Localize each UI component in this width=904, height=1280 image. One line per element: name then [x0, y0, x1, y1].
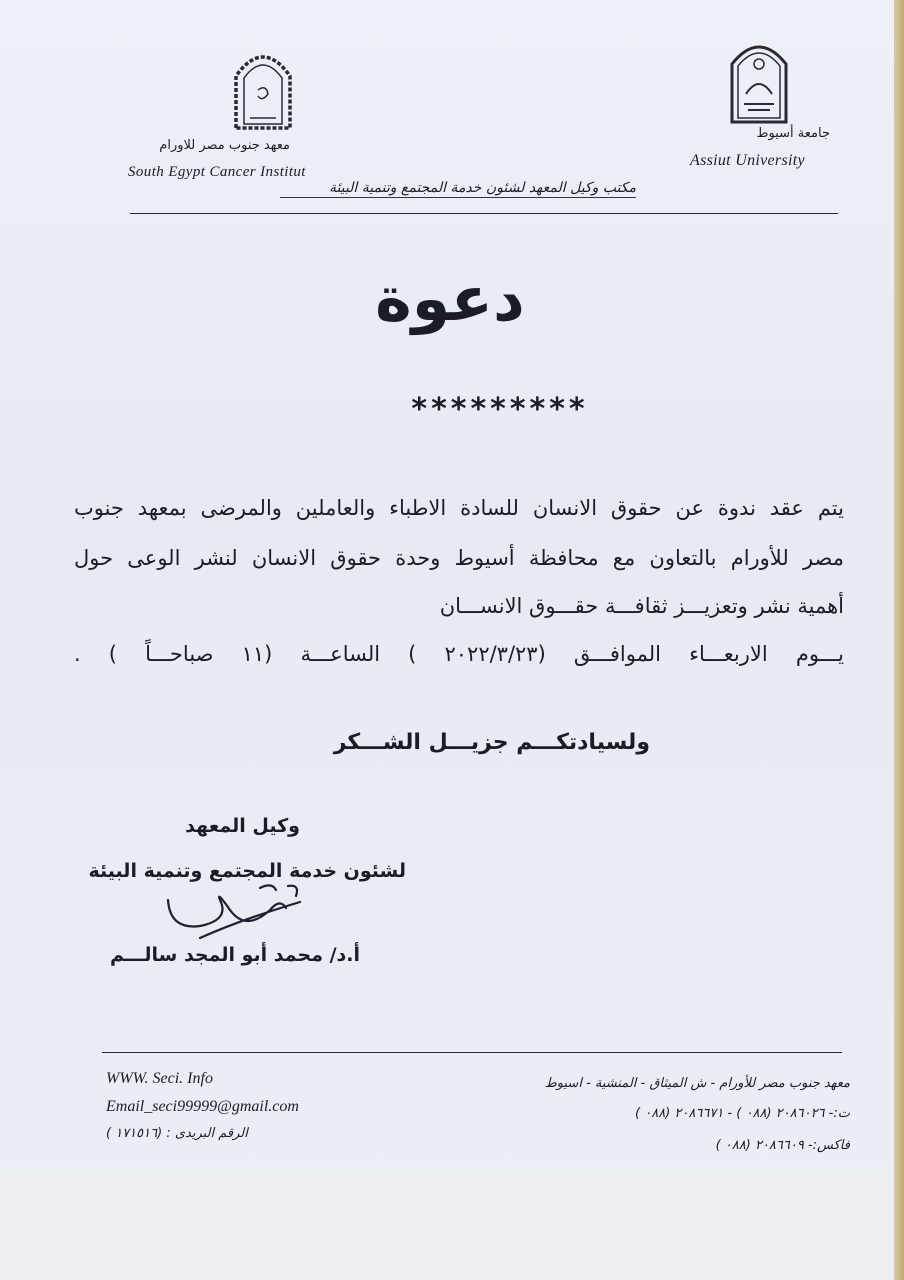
footer-fax: فاكس:- ٢٠٨٦٦٠٩ (٠٨٨ )	[715, 1138, 850, 1153]
signatory-department: لشئون خدمة المجتمع وتنمية البيئة	[88, 860, 406, 882]
university-name-arabic: جامعة أسيوط	[756, 126, 830, 141]
footer-email[interactable]: Email_seci99999@gmail.com	[106, 1098, 299, 1115]
body-line-1: يتم عقد ندوة عن حقوق الانسان للسادة الاطباء والعاملين والمرضى بمعهد جنوب	[74, 496, 844, 520]
body-line-3: أهمية نشر وتعزيـــز ثقافـــة حقـــوق الانســـان	[439, 594, 844, 618]
body-line-2: مصر للأورام بالتعاون مع محافظة أسيوط وحدة حقوق الانسان لنشر الوعى حول	[74, 546, 844, 570]
signatory-title: وكيل المعهد	[185, 815, 300, 837]
south-egypt-cancer-institute-arch-icon	[232, 44, 294, 130]
institute-name-arabic: معهد جنوب مصر للاورام	[159, 138, 290, 153]
handwritten-signature-icon	[160, 880, 310, 950]
header-divider	[130, 213, 838, 214]
institute-name-english: South Egypt Cancer Institut	[128, 164, 306, 180]
page-edge	[894, 0, 904, 1280]
footer-website[interactable]: WWW. Seci. Info	[106, 1070, 213, 1087]
footer-divider	[102, 1052, 842, 1053]
body-line-4: يـــوم الاربعـــاء الموافـــق (٢٠٢٢/٣/٢٣ ) الساعـــة (١١ صباحـــاً ) .	[74, 642, 844, 666]
office-title: مكتب وكيل المعهد لشئون خدمة المجتمع وتنمية البيئة	[280, 180, 636, 198]
signatory-name: أ.د/ محمد أبو المجد سالـــم	[110, 944, 360, 966]
thanks-line: ولسيادتكـــم جزيـــل الشـــكر	[333, 730, 650, 755]
stars-separator: *********	[411, 392, 589, 427]
university-name-english: Assiut University	[690, 152, 805, 169]
footer-address: معهد جنوب مصر للأورام - ش الميثاق - المنشية - اسيوط	[544, 1076, 850, 1091]
footer-telephone: ت:- ٢٠٨٦٠٢٦ (٠٨٨ ) - ٢٠٨٦٦٧١ (٠٨٨ )	[635, 1106, 850, 1121]
footer-po-box: الرقم البريدى : (١٧١٥١٦ )	[106, 1126, 248, 1141]
document-title: دعوة	[375, 262, 525, 335]
assiut-university-seal-icon	[726, 34, 792, 124]
